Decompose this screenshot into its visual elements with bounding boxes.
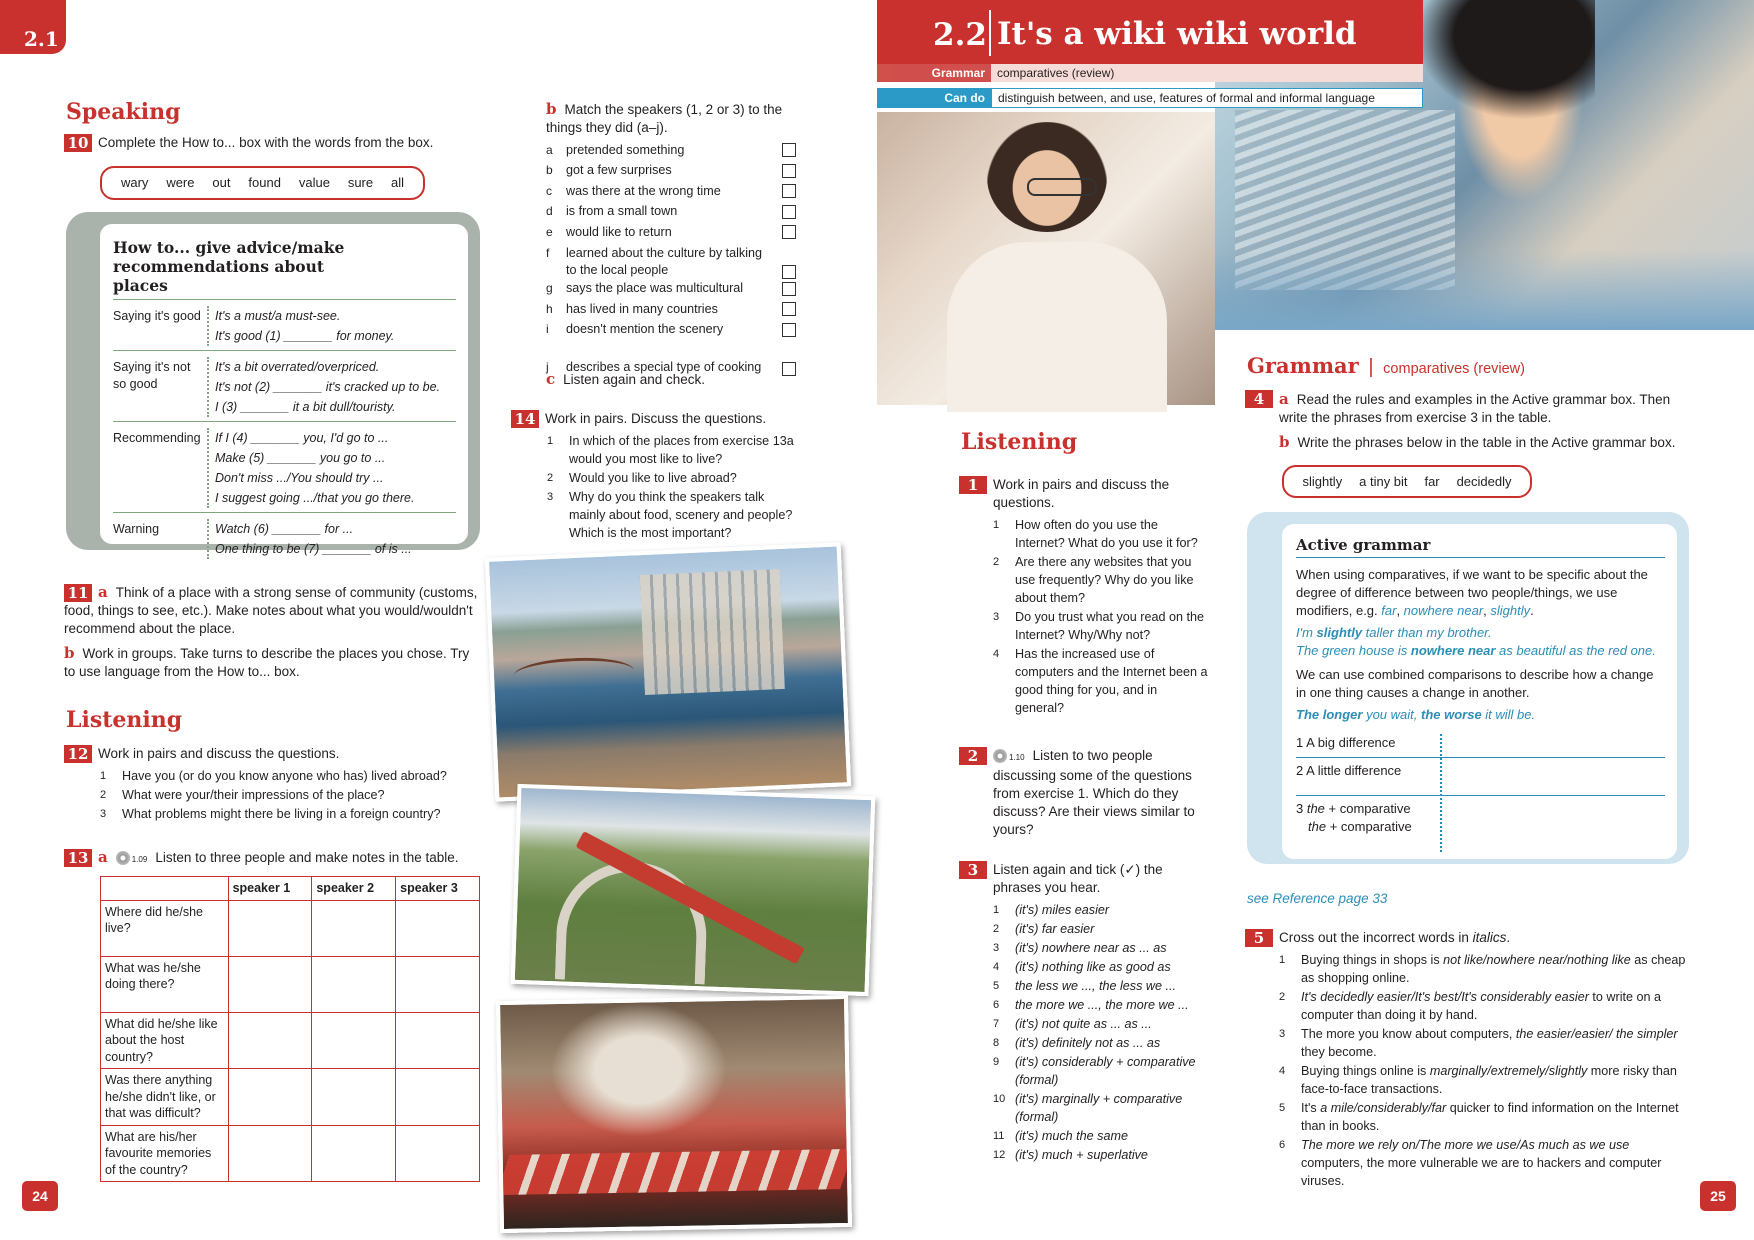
exercise-3-instruction: Listen again and tick (✓) the phrases you hear.: [993, 862, 1163, 895]
word-box-item: value: [298, 175, 330, 191]
exercise-13a-instruction: Listen to three people and make notes in the table.: [155, 850, 459, 865]
table-cell[interactable]: [312, 1125, 396, 1182]
answer-checkbox[interactable]: [782, 205, 796, 219]
list-item: 1 How often do you use the Internet? What do you use it for?: [993, 518, 1198, 550]
list-item: 6 The more we rely on/The more we use/As much as we use computers, the more vulnerable we are to hackers and computer viruses.: [1279, 1138, 1662, 1188]
table-header: speaker 1: [228, 877, 312, 901]
word-box-item: decidedly: [1456, 473, 1512, 489]
active-grammar-box: [1282, 524, 1677, 859]
listening-heading-left: Listening: [66, 707, 183, 733]
table-row: What was he/she doing there?: [101, 956, 480, 1012]
answer-checkbox[interactable]: [782, 184, 796, 198]
speaking-heading: Speaking: [66, 99, 181, 125]
list-item: 4 Has the increased use of computers and the Internet been a good thing for you, and in general?: [993, 647, 1208, 715]
exercise-14-instruction: Work in pairs. Discuss the questions.: [545, 411, 767, 426]
exercise-5: 5 Cross out the incorrect words in italics. 1 Buying things in shops is not like/nowhere near/nothing like as cheap as shopping online. 2 It's decidedly easier/It's best/It's considerably easier to write on a computer than doing it by hand. 3 The more you know about computers, the easier/easier/ the simpler they become. 4 Buying things online is marginally/extremely/slightly more risky than face-to-face transactions. 5 It's a mile/considerably/far quicker to find information on the Internet than in books. 6 The more we rely on/The more we use/As much as we use computers, the more vulnerable we are to hackers and computer viruses.: [1245, 929, 1695, 1191]
list-item: 4 (it's) nothing like as good as: [993, 960, 1171, 974]
answer-checkbox[interactable]: [782, 323, 796, 337]
city-harbour-photo: [485, 542, 851, 801]
list-item: 3 The more you know about computers, the easier/easier/ the simpler they become.: [1279, 1027, 1678, 1059]
answer-checkbox[interactable]: [782, 265, 796, 279]
exercise-4b-text: Write the phrases below in the table in the Active grammar box.: [1297, 435, 1676, 450]
exercise-12-instruction: Work in pairs and discuss the questions.: [98, 746, 340, 761]
table-cell[interactable]: [228, 1125, 312, 1182]
list-item: 8 (it's) definitely not as ... as: [993, 1036, 1161, 1050]
word-box-4: [1282, 465, 1532, 498]
table-cell[interactable]: [396, 956, 480, 1012]
list-item: f learned about the culture by talking to the local people: [546, 243, 796, 279]
howto-phrase: It's a bit overrated/overpriced.: [215, 360, 380, 374]
howto-phrase: Watch (6) _______ for ...: [215, 522, 354, 536]
exercise-13c-text: Listen again and check.: [563, 372, 705, 387]
list-item: 12 (it's) much + superlative: [993, 1148, 1148, 1162]
word-box-item: far: [1424, 473, 1440, 489]
list-item: 7 (it's) not quite as ... as ...: [993, 1017, 1152, 1031]
howto-title: How to... give advice/make recommendations about places: [113, 238, 345, 295]
howto-section-label: Warning: [113, 522, 160, 536]
active-grammar-rule-1: When using comparatives, if we want to be specific about the degree of difference between two people/things, we use modifiers, e.g. far, nowhere near, slightly.: [1296, 567, 1648, 618]
exercise-3: [959, 861, 1209, 1165]
list-item: 3 Do you trust what you read on the Internet? Why/Why not?: [993, 610, 1205, 642]
howto-phrase: It's good (1) _______ for money.: [215, 329, 395, 343]
word-box-item: slightly: [1302, 473, 1343, 489]
list-item: a pretended something: [546, 140, 796, 161]
table-cell[interactable]: [312, 956, 396, 1012]
exercise-12-number: 12: [64, 745, 92, 763]
table-cell[interactable]: [396, 900, 480, 956]
exercise-1-list: [993, 516, 1209, 717]
train-bridge-photo: [511, 784, 876, 996]
exercise-4a-label: a: [1279, 390, 1289, 408]
word-box-item: were: [166, 175, 195, 191]
active-grammar-example-1: I'm slightly taller than my brother.: [1296, 625, 1492, 640]
page-number-left-label: 24: [32, 1188, 48, 1204]
reference-link[interactable]: see Reference page 33: [1247, 891, 1388, 906]
list-item: c was there at the wrong time: [546, 181, 796, 202]
active-grammar-title: Active grammar: [1296, 536, 1431, 554]
table-cell[interactable]: [228, 1012, 312, 1069]
table-row: What are his/her favourite memories of the country?: [101, 1125, 480, 1182]
list-item: d is from a small town: [546, 202, 796, 223]
word-box-10: [100, 166, 425, 200]
page-number-right-label: 25: [1710, 1188, 1726, 1204]
list-item: 1 Have you (or do you know anyone who has) lived abroad?: [100, 769, 447, 784]
list-item: 1 In which of the places from exercise 13a would you most like to live?: [547, 434, 794, 467]
list-item: 11 (it's) much the same: [993, 1129, 1128, 1143]
howto-sections: [113, 300, 456, 563]
table-cell[interactable]: [396, 1012, 480, 1069]
howto-phrase: If I (4) _______ you, I'd go to ...: [215, 431, 389, 445]
exercise-2-number: 2: [959, 747, 987, 765]
exercise-4-number: 4: [1245, 390, 1273, 408]
grammar-heading: Grammar | comparatives (review): [1247, 353, 1525, 378]
list-item: 2 What were your/their impressions of the place?: [100, 788, 385, 803]
active-grammar-table: [1296, 734, 1665, 836]
table-row: Was there anything he/she didn't like, or that was difficult?: [101, 1069, 480, 1126]
list-item: 5 It's a mile/considerably/far quicker to find information on the Internet than in books.: [1279, 1101, 1679, 1133]
exercise-13b-label: b: [546, 100, 557, 118]
table-cell[interactable]: [396, 1069, 480, 1126]
exercise-5-list: [1279, 951, 1695, 1190]
exercise-13c: [546, 370, 796, 389]
match-list: [546, 140, 796, 376]
exercise-13-number: 13: [64, 849, 92, 867]
list-item: 9 (it's) considerably + comparative (formal): [993, 1055, 1196, 1087]
list-item: 4 Buying things online is marginally/extremely/slightly more risky than face-to-face transactions.: [1279, 1064, 1677, 1096]
exercise-1: [959, 476, 1209, 718]
cando-strip: [877, 88, 1423, 108]
exercise-3-number: 3: [959, 861, 987, 879]
grammar-strip: [877, 64, 1423, 82]
list-item: 3 What problems might there be living in a foreign country?: [100, 807, 441, 822]
word-box-item: wary: [120, 175, 149, 191]
howto-phrase: It's not (2) _______ it's cracked up to be.: [215, 380, 441, 394]
exercise-13b: [546, 100, 796, 137]
word-box-item: found: [248, 175, 281, 191]
exercise-12-list: [100, 767, 484, 823]
exercise-11a-label: a: [98, 583, 108, 601]
word-box-item: sure: [347, 175, 374, 191]
exercise-1-number: 1: [959, 476, 987, 494]
list-item: 6 the more we ..., the more we ...: [993, 998, 1189, 1012]
list-item: 2 (it's) far easier: [993, 922, 1095, 936]
table-cell[interactable]: [228, 900, 312, 956]
exercise-2-instruction: Listen to two people discussing some of the questions from exercise 1. Which do they discuss? Are their views similar to yours?: [993, 748, 1195, 837]
list-item: h has lived in many countries: [546, 299, 796, 320]
exercise-14-number: 14: [511, 410, 539, 428]
exercise-4a-text: Read the rules and examples in the Active grammar box. Then write the phrases from exercise 3 in the table.: [1279, 392, 1671, 425]
list-item: 1 Buying things in shops is not like/nowhere near/nothing like as cheap as shopping online.: [1279, 953, 1686, 985]
list-item: 3 Why do you think the speakers talk mainly about food, scenery and people? Which is the most important?: [547, 490, 793, 541]
active-grammar-row: 1 A big difference: [1296, 734, 1665, 758]
table-header: speaker 3: [396, 877, 480, 901]
list-item: 1 (it's) miles easier: [993, 903, 1110, 917]
grammar-heading-sub: comparatives (review): [1383, 361, 1525, 377]
exercise-13b-instruction: Match the speakers (1, 2 or 3) to the things they did (a–j).: [546, 102, 783, 135]
howto-section: [113, 351, 456, 422]
exercise-1-instruction: Work in pairs and discuss the questions.: [993, 477, 1170, 510]
list-item: e would like to return: [546, 222, 796, 243]
howto-section-label: Saying it's good: [113, 309, 201, 323]
answer-checkbox[interactable]: [782, 164, 796, 178]
exercise-2: [959, 747, 1209, 839]
active-grammar-example-2: The green house is nowhere near as beautiful as the red one.: [1296, 643, 1656, 658]
list-item: 10 (it's) marginally + comparative (formal): [993, 1092, 1183, 1124]
grammar-strip-value: comparatives (review): [991, 64, 1423, 82]
howto-section: [113, 422, 456, 513]
cd-icon: [993, 749, 1007, 763]
exercise-11-number: 11: [64, 584, 92, 602]
howto-phrase: Don't miss .../You should try ...: [215, 471, 384, 485]
list-item: j describes a special type of cooking: [546, 340, 796, 376]
exercise-13a-label: a: [98, 848, 108, 866]
table-cell[interactable]: [312, 900, 396, 956]
table-cell[interactable]: [228, 1069, 312, 1126]
table-cell[interactable]: [312, 1069, 396, 1126]
table-cell[interactable]: [228, 956, 312, 1012]
howto-phrase: I (3) _______ it a bit dull/touristy.: [215, 400, 396, 414]
exercise-13a: [64, 848, 494, 869]
exercise-11b-text: Work in groups. Take turns to describe the places you chose. Try to use language from the How to... box.: [64, 646, 470, 680]
exercise-12: [64, 745, 484, 824]
cando-strip-label: Can do: [877, 88, 991, 108]
page-number-left: [22, 1181, 58, 1211]
table-row: Where did he/she live?: [101, 900, 480, 956]
list-item: 2 Are there any websites that you use frequently? Why do you like about them?: [993, 555, 1194, 605]
howto-section: [113, 513, 456, 563]
list-item: b got a few surprises: [546, 161, 796, 182]
page-number-right: [1700, 1181, 1736, 1211]
active-grammar-example-3: The longer you wait, the worse it will be.: [1296, 707, 1536, 722]
unit-title-banner: [877, 0, 1423, 64]
exercise-5-number: 5: [1245, 929, 1273, 947]
howto-section-label: Saying it's not so good: [113, 360, 191, 391]
list-item: 5 the less we ..., the less we ...: [993, 979, 1176, 993]
unit-title: It's a wiki wiki world: [997, 16, 1357, 52]
active-grammar-row: 2 A little difference: [1296, 758, 1665, 796]
active-grammar-rule-2: We can use combined comparisons to describe how a change in one thing causes a change in another.: [1296, 667, 1654, 700]
list-item: 3 (it's) nowhere near as ... as: [993, 941, 1167, 955]
grammar-strip-label: Grammar: [877, 64, 991, 82]
table-cell[interactable]: [396, 1125, 480, 1182]
unit-tab-left-label: 2.1: [24, 27, 59, 51]
exercise-3-list: [993, 901, 1209, 1164]
cando-strip-value: distinguish between, and use, features of formal and informal language: [991, 88, 1423, 108]
exercise-4: [1245, 390, 1695, 452]
answer-checkbox[interactable]: [782, 143, 796, 157]
word-box-item: all: [391, 175, 405, 191]
list-item: 2 Would you like to live abroad?: [547, 471, 737, 486]
answer-checkbox[interactable]: [782, 302, 796, 316]
exercise-10: [64, 134, 484, 152]
word-box-item: a tiny bit: [1359, 473, 1408, 489]
exercise-11: [64, 583, 484, 681]
exercise-13c-label: c: [546, 370, 556, 388]
exercise-11a-text: Think of a place with a strong sense of community (customs, food, things to see, etc.). Make notes about what you would/wouldn't recommend about the place.: [64, 585, 478, 637]
answer-checkbox[interactable]: [782, 282, 796, 296]
woman-at-computer-photo: [877, 112, 1215, 405]
unit-tab-left: [0, 0, 66, 54]
cd-icon: [116, 851, 130, 865]
table-header: speaker 2: [312, 877, 396, 901]
unit-number: 2.2: [933, 17, 987, 53]
howto-section-label: Recommending: [113, 431, 201, 445]
exercise-4b-label: b: [1279, 433, 1290, 451]
exercise-10-instruction: Complete the How to... box with the words from the box.: [98, 135, 434, 150]
active-grammar-row: 3 the + comparative the + comparative: [1296, 801, 1412, 834]
listening-heading-right: Listening: [961, 429, 1078, 455]
table-row: What did he/she like about the host country?: [101, 1012, 480, 1069]
table-cell[interactable]: [312, 1012, 396, 1069]
list-item: 2 It's decidedly easier/It's best/It's considerably easier to write on a computer than doing it by hand.: [1279, 990, 1662, 1022]
howto-phrase: I suggest going .../that you go there.: [215, 491, 415, 505]
howto-section: [113, 300, 456, 351]
howto-phrase: One thing to be (7) _______ of is ...: [215, 542, 412, 556]
sushi-restaurant-photo: [496, 995, 852, 1233]
word-box-item: out: [212, 175, 231, 191]
howto-phrase: Make (5) _______ you go to ...: [215, 451, 386, 465]
exercise-14-list: [547, 432, 797, 542]
grammar-heading-title: Grammar: [1247, 353, 1359, 378]
notes-table: [100, 876, 480, 1182]
track-number: 1.10: [1009, 753, 1025, 762]
answer-checkbox[interactable]: [782, 225, 796, 239]
exercise-11b-label: b: [64, 644, 75, 663]
list-item: i doesn't mention the scenery: [546, 320, 796, 341]
track-number: 1.09: [131, 855, 148, 864]
list-item: g says the place was multicultural: [546, 279, 796, 300]
howto-box: [100, 224, 468, 556]
howto-phrase: It's a must/a must-see.: [215, 309, 341, 323]
exercise-10-number: 10: [64, 134, 92, 152]
exercise-14: [511, 410, 797, 543]
